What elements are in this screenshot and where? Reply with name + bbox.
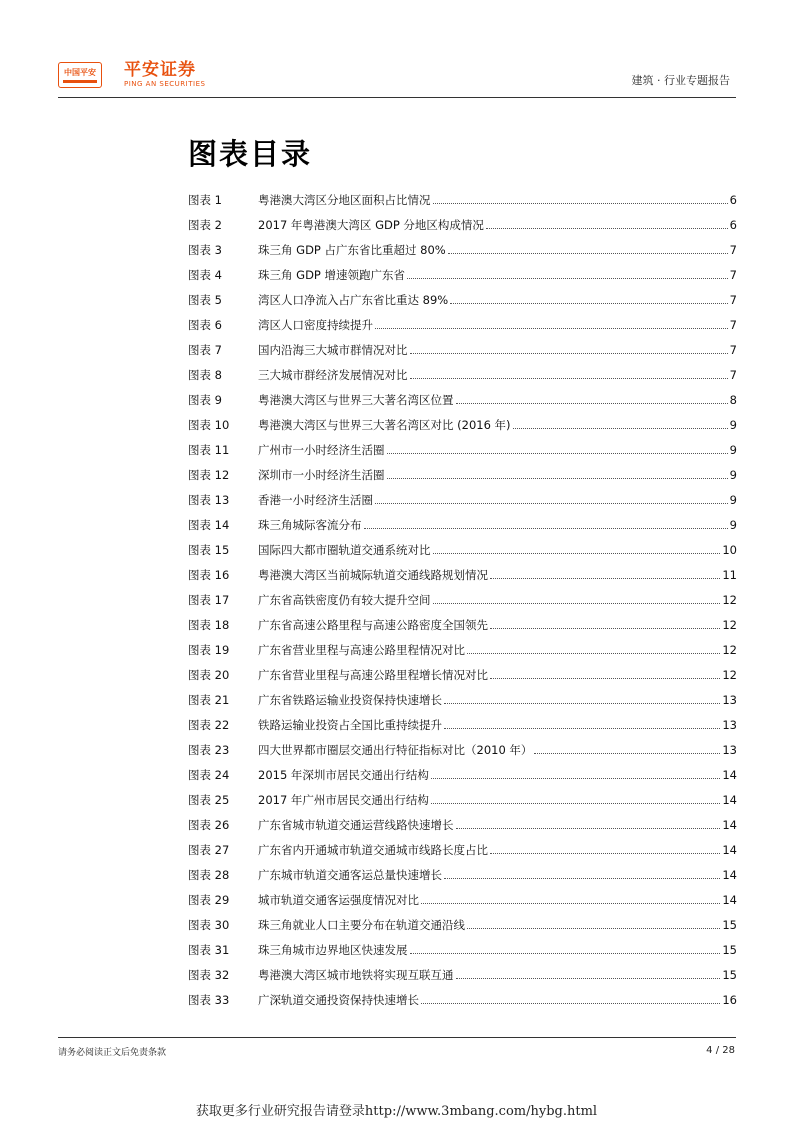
toc-page: 15	[722, 942, 737, 957]
toc-page: 13	[722, 717, 737, 732]
page-number: 4 / 28	[706, 1045, 735, 1056]
toc-label: 图表 20	[188, 667, 230, 682]
toc-page: 15	[722, 917, 737, 932]
toc-page: 9	[729, 417, 737, 432]
toc-page: 9	[729, 492, 737, 507]
report-section: 建筑 · 行业专题报告	[631, 74, 730, 87]
brand-name	[124, 60, 205, 89]
toc-title: 三大城市群经济发展情况对比	[258, 367, 408, 382]
toc-page: 16	[722, 992, 737, 1007]
toc-page: 7	[729, 367, 737, 382]
toc-leader-dots	[375, 328, 728, 329]
toc-label: 图表 13	[188, 492, 230, 507]
toc-page: 10	[722, 542, 737, 557]
logo-text: 中国平安	[64, 67, 96, 77]
toc-title: 粤港澳大湾区分地区面积占比情况	[258, 192, 431, 207]
toc-label: 图表 4	[188, 267, 222, 282]
toc-label: 图表 16	[188, 567, 230, 582]
toc-label: 图表 22	[188, 717, 230, 732]
toc-leader-dots	[431, 803, 720, 804]
toc-leader-dots	[513, 428, 728, 429]
toc-leader-dots	[421, 1003, 720, 1004]
toc-entry[interactable]	[188, 762, 737, 787]
toc-page: 14	[722, 892, 737, 907]
toc-label: 图表 32	[188, 967, 230, 982]
toc-label: 图表 30	[188, 917, 230, 932]
toc-leader-dots	[431, 778, 720, 779]
toc-page: 12	[722, 667, 737, 682]
toc-label: 图表 27	[188, 842, 230, 857]
toc-leader-dots	[410, 378, 728, 379]
toc-title: 湾区人口密度持续提升	[258, 317, 373, 332]
toc-title: 广东省高速公路里程与高速公路密度全国领先	[258, 617, 488, 632]
brand-en: PING AN SECURITIES	[124, 80, 206, 88]
toc-page: 9	[729, 517, 737, 532]
toc-title: 广东省营业里程与高速公路里程增长情况对比	[258, 667, 488, 682]
toc-entry[interactable]	[188, 187, 737, 212]
toc-title: 粤港澳大湾区与世界三大著名湾区对比 (2016 年)	[258, 417, 511, 432]
toc-leader-dots	[410, 953, 721, 954]
toc-leader-dots	[456, 828, 721, 829]
toc-label: 图表 19	[188, 642, 230, 657]
toc-label: 图表 21	[188, 692, 230, 707]
toc-title: 国际四大都市圈轨道交通系统对比	[258, 542, 431, 557]
toc-title: 2017 年粤港澳大湾区 GDP 分地区构成情况	[258, 217, 484, 232]
toc-leader-dots	[467, 653, 720, 654]
toc-page: 7	[729, 292, 737, 307]
toc-leader-dots	[490, 678, 720, 679]
toc-page: 14	[722, 817, 737, 832]
toc-page: 11	[722, 567, 737, 582]
toc-leader-dots	[467, 928, 720, 929]
toc-page: 14	[722, 767, 737, 782]
toc-title: 城市轨道交通客运强度情况对比	[258, 892, 419, 907]
toc-title: 粤港澳大湾区当前城际轨道交通线路规划情况	[258, 567, 488, 582]
brand-cn: 平安证券	[124, 60, 196, 80]
logo-bar	[63, 80, 97, 83]
toc-title: 广东省城市轨道交通运营线路快速增长	[258, 817, 454, 832]
toc-title: 铁路运输业投资占全国比重持续提升	[258, 717, 442, 732]
toc-entry[interactable]	[188, 837, 737, 862]
toc-page: 8	[729, 392, 737, 407]
toc-label: 图表 2	[188, 217, 222, 232]
toc-label: 图表 8	[188, 367, 222, 382]
toc-label: 图表 3	[188, 242, 222, 257]
toc-page: 15	[722, 967, 737, 982]
figure-list	[188, 187, 737, 1012]
toc-entry[interactable]	[188, 337, 737, 362]
toc-leader-dots	[490, 578, 720, 579]
toc-leader-dots	[410, 353, 728, 354]
toc-leader-dots	[387, 478, 728, 479]
toc-entry[interactable]	[188, 862, 737, 887]
toc-page: 7	[729, 317, 737, 332]
toc-entry[interactable]	[188, 787, 737, 812]
toc-entry[interactable]	[188, 487, 737, 512]
toc-label: 图表 29	[188, 892, 230, 907]
toc-title: 广东城市轨道交通客运总量快速增长	[258, 867, 442, 882]
toc-leader-dots	[421, 903, 720, 904]
toc-entry[interactable]	[188, 737, 737, 762]
toc-page: 6	[729, 217, 737, 232]
toc-title: 香港一小时经济生活圈	[258, 492, 373, 507]
toc-page: 7	[729, 342, 737, 357]
toc-leader-dots	[433, 553, 721, 554]
toc-title: 广东省内开通城市轨道交通城市线路长度占比	[258, 842, 488, 857]
toc-page: 6	[729, 192, 737, 207]
toc-page: 13	[722, 692, 737, 707]
toc-entry[interactable]	[188, 887, 737, 912]
toc-leader-dots	[448, 253, 728, 254]
toc-entry[interactable]	[188, 687, 737, 712]
toc-label: 图表 11	[188, 442, 230, 457]
toc-title: 国内沿海三大城市群情况对比	[258, 342, 408, 357]
toc-entry[interactable]	[188, 962, 737, 987]
toc-leader-dots	[456, 978, 721, 979]
toc-leader-dots	[433, 203, 728, 204]
toc-entry[interactable]	[188, 987, 737, 1012]
toc-entry[interactable]	[188, 287, 737, 312]
toc-entry[interactable]	[188, 512, 737, 537]
toc-page: 12	[722, 617, 737, 632]
toc-leader-dots	[364, 528, 728, 529]
toc-entry[interactable]	[188, 537, 737, 562]
disclaimer-note: 请务必阅读正文后免责条款	[58, 1048, 167, 1058]
toc-page: 7	[729, 267, 737, 282]
toc-page: 12	[722, 592, 737, 607]
toc-label: 图表 18	[188, 617, 230, 632]
toc-title: 2015 年深圳市居民交通出行结构	[258, 767, 429, 782]
toc-title: 广东省铁路运输业投资保持快速增长	[258, 692, 442, 707]
toc-title: 粤港澳大湾区与世界三大著名湾区位置	[258, 392, 454, 407]
toc-title: 四大世界都市圈层交通出行特征指标对比（2010 年）	[258, 742, 533, 757]
toc-label: 图表 31	[188, 942, 230, 957]
toc-title: 粤港澳大湾区城市地铁将实现互联互通	[258, 967, 454, 982]
toc-label: 图表 5	[188, 292, 222, 307]
toc-leader-dots	[534, 753, 720, 754]
footer-divider	[58, 1037, 736, 1038]
toc-leader-dots	[387, 453, 728, 454]
toc-entry[interactable]	[188, 912, 737, 937]
toc-title: 珠三角就业人口主要分布在轨道交通沿线	[258, 917, 465, 932]
page-header	[58, 58, 734, 96]
toc-title: 深圳市一小时经济生活圈	[258, 467, 385, 482]
toc-title: 广东省高铁密度仍有较大提升空间	[258, 592, 431, 607]
toc-label: 图表 24	[188, 767, 230, 782]
toc-title: 广深轨道交通投资保持快速增长	[258, 992, 419, 1007]
toc-leader-dots	[407, 278, 728, 279]
toc-page: 14	[722, 842, 737, 857]
toc-entry[interactable]	[188, 437, 737, 462]
toc-entry[interactable]	[188, 237, 737, 262]
toc-leader-dots	[490, 853, 720, 854]
toc-page: 14	[722, 867, 737, 882]
toc-label: 图表 23	[188, 742, 230, 757]
toc-leader-dots	[444, 728, 720, 729]
toc-title: 2017 年广州市居民交通出行结构	[258, 792, 429, 807]
toc-label: 图表 28	[188, 867, 230, 882]
toc-label: 图表 15	[188, 542, 230, 557]
toc-entry[interactable]	[188, 662, 737, 687]
toc-title: 珠三角 GDP 增速领跑广东省	[258, 267, 406, 282]
toc-entry[interactable]	[188, 812, 737, 837]
toc-entry[interactable]	[188, 387, 737, 412]
toc-page: 12	[722, 642, 737, 657]
toc-label: 图表 7	[188, 342, 222, 357]
promo-link-text[interactable]: 获取更多行业研究报告请登录http://www.3mbang.com/hybg.html	[195, 1104, 598, 1119]
ping-an-logo	[58, 62, 102, 88]
toc-leader-dots	[456, 403, 728, 404]
toc-entry[interactable]	[188, 712, 737, 737]
toc-entry[interactable]	[188, 262, 737, 287]
toc-entry[interactable]	[188, 937, 737, 962]
toc-entry[interactable]	[188, 412, 737, 437]
toc-leader-dots	[490, 628, 720, 629]
toc-leader-dots	[444, 703, 720, 704]
toc-entry[interactable]	[188, 312, 737, 337]
toc-page: 9	[729, 442, 737, 457]
toc-leader-dots	[486, 228, 728, 229]
toc-page: 9	[729, 467, 737, 482]
toc-leader-dots	[444, 878, 720, 879]
header-divider	[58, 97, 736, 98]
toc-label: 图表 17	[188, 592, 230, 607]
page-title: 图表目录	[188, 137, 313, 171]
toc-leader-dots	[375, 503, 728, 504]
toc-label: 图表 1	[188, 192, 222, 207]
toc-title: 湾区人口净流入占广东省比重达 89%	[258, 292, 449, 307]
toc-entry[interactable]	[188, 637, 737, 662]
toc-label: 图表 26	[188, 817, 230, 832]
toc-title: 珠三角 GDP 占广东省比重超过 80%	[258, 242, 446, 257]
toc-entry[interactable]	[188, 587, 737, 612]
toc-leader-dots	[433, 603, 721, 604]
toc-title: 珠三角城际客流分布	[258, 517, 362, 532]
toc-leader-dots	[450, 303, 727, 304]
toc-entry[interactable]	[188, 612, 737, 637]
toc-label: 图表 14	[188, 517, 230, 532]
toc-title: 广东省营业里程与高速公路里程情况对比	[258, 642, 465, 657]
toc-page: 13	[722, 742, 737, 757]
toc-title: 广州市一小时经济生活圈	[258, 442, 385, 457]
toc-entry[interactable]	[188, 212, 737, 237]
toc-label: 图表 33	[188, 992, 230, 1007]
toc-label: 图表 12	[188, 467, 230, 482]
toc-label: 图表 25	[188, 792, 230, 807]
toc-title: 珠三角城市边界地区快速发展	[258, 942, 408, 957]
toc-entry[interactable]	[188, 562, 737, 587]
toc-label: 图表 9	[188, 392, 222, 407]
toc-label: 图表 10	[188, 417, 230, 432]
toc-entry[interactable]	[188, 462, 737, 487]
toc-label: 图表 6	[188, 317, 222, 332]
toc-entry[interactable]	[188, 362, 737, 387]
toc-page: 14	[722, 792, 737, 807]
toc-page: 7	[729, 242, 737, 257]
